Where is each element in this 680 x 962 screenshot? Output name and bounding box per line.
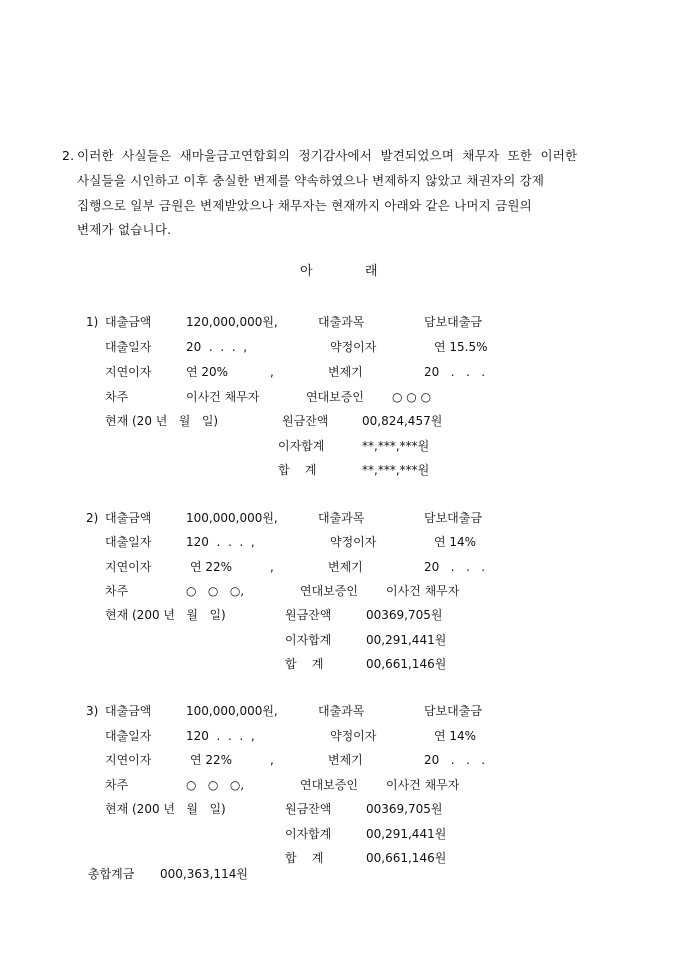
section-heading-right: 래 (365, 264, 378, 279)
late-rate-separator: , (270, 365, 274, 379)
paragraph-line: 집행으로 일부 금원은 변제받았으나 채무자는 현재까지 아래와 같은 나머지 금원의 (77, 198, 532, 213)
total-label: 총합계금 (88, 867, 135, 881)
rate-value: 연 14% (434, 729, 477, 743)
rate-value: 연 15.5% (434, 340, 488, 354)
subject-label: 대출과목 (318, 704, 365, 718)
date-label: 대출일자 (105, 535, 152, 549)
date-label: 대출일자 (105, 340, 152, 354)
amount-value: 120,000,000원, (186, 315, 278, 329)
due-label: 변제기 (328, 560, 363, 574)
rate-label: 약정이자 (330, 729, 377, 743)
amount-value: 100,000,000원, (186, 704, 278, 718)
rate-label: 약정이자 (330, 340, 377, 354)
rate-label: 약정이자 (330, 535, 377, 549)
principal-label: 원금잔액 (285, 608, 332, 622)
guarantor-value: 이사건 채무자 (386, 778, 460, 792)
rate-value: 연 14% (434, 535, 477, 549)
amount-value: 100,000,000원, (186, 511, 278, 525)
paragraph-line: 변제가 없습니다. (77, 222, 172, 237)
current-date: 현재 (200 년 월 일) (105, 802, 226, 816)
interest-label: 이자합계 (285, 633, 332, 647)
current-date: 현재 (20 년 월 일) (105, 414, 219, 428)
guarantor-label: 연대보증인 (306, 390, 364, 404)
interest-label: 이자합계 (285, 827, 332, 841)
late-rate-value: 연 22% (190, 753, 233, 767)
amount-label: 대출금액 (105, 704, 152, 718)
subject-label: 대출과목 (318, 511, 365, 525)
section-heading-left: 아 (300, 264, 313, 279)
sum-label: 합 계 (285, 657, 324, 671)
interest-label: 이자합계 (278, 439, 325, 453)
sum-value: 00,661,146원 (366, 851, 447, 865)
sum-value: 00,661,146원 (366, 657, 447, 671)
date-label: 대출일자 (105, 729, 152, 743)
amount-label: 대출금액 (105, 315, 152, 329)
interest-value: 00,291,441원 (366, 633, 447, 647)
borrower-label: 차주 (105, 778, 129, 792)
guarantor-value: ○ ○ ○ (392, 390, 432, 404)
borrower-label: 차주 (105, 584, 129, 598)
borrower-value: 이사건 채무자 (186, 390, 260, 404)
late-rate-value: 연 22% (190, 560, 233, 574)
interest-value: 00,291,441원 (366, 827, 447, 841)
late-rate-label: 지연이자 (105, 753, 152, 767)
sum-value: **,***,***원 (362, 463, 430, 477)
date-value: 20 . . . , (186, 340, 248, 354)
due-value: 20 . . . (424, 365, 486, 379)
interest-value: **,***,***원 (362, 439, 430, 453)
loan-number: 3) (86, 704, 99, 718)
subject-value: 담보대출금 (424, 704, 482, 718)
principal-label: 원금잔액 (282, 414, 329, 428)
guarantor-value: 이사건 채무자 (386, 584, 460, 598)
late-rate-separator: , (270, 753, 274, 767)
late-rate-label: 지연이자 (105, 365, 152, 379)
current-date: 현재 (200 년 월 일) (105, 608, 226, 622)
guarantor-label: 연대보증인 (300, 778, 358, 792)
borrower-label: 차주 (105, 390, 129, 404)
late-rate-label: 지연이자 (105, 560, 152, 574)
principal-value: 00369,705원 (366, 802, 443, 816)
borrower-value: ○ ○ ○, (186, 584, 245, 598)
loan-number: 1) (86, 315, 99, 329)
principal-value: 00,824,457원 (362, 414, 443, 428)
subject-value: 담보대출금 (424, 315, 482, 329)
late-rate-separator: , (270, 560, 274, 574)
due-label: 변제기 (328, 753, 363, 767)
date-value: 120 . . . , (186, 729, 255, 743)
sum-label: 합 계 (278, 463, 317, 477)
due-value: 20 . . . (424, 560, 486, 574)
sum-label: 합 계 (285, 851, 324, 865)
late-rate-value: 연 20% (186, 365, 229, 379)
total-value: 000,363,114원 (160, 867, 248, 881)
principal-value: 00369,705원 (366, 608, 443, 622)
principal-label: 원금잔액 (285, 802, 332, 816)
guarantor-label: 연대보증인 (300, 584, 358, 598)
borrower-value: ○ ○ ○, (186, 778, 245, 792)
subject-label: 대출과목 (318, 315, 365, 329)
loan-number: 2) (86, 511, 99, 525)
date-value: 120 . . . , (186, 535, 255, 549)
due-label: 변제기 (328, 365, 363, 379)
paragraph-number: 2. (62, 148, 75, 163)
paragraph-line: 이러한 사실들은 새마을금고연합회의 정기감사에서 발견되었으며 채무자 또한 이러한 (77, 148, 578, 163)
due-value: 20 . . . (424, 753, 486, 767)
amount-label: 대출금액 (105, 511, 152, 525)
subject-value: 담보대출금 (424, 511, 482, 525)
paragraph-line: 사실들을 시인하고 이후 충실한 변제를 약속하였으나 변제하지 않았고 채권자의 강제 (77, 173, 545, 188)
